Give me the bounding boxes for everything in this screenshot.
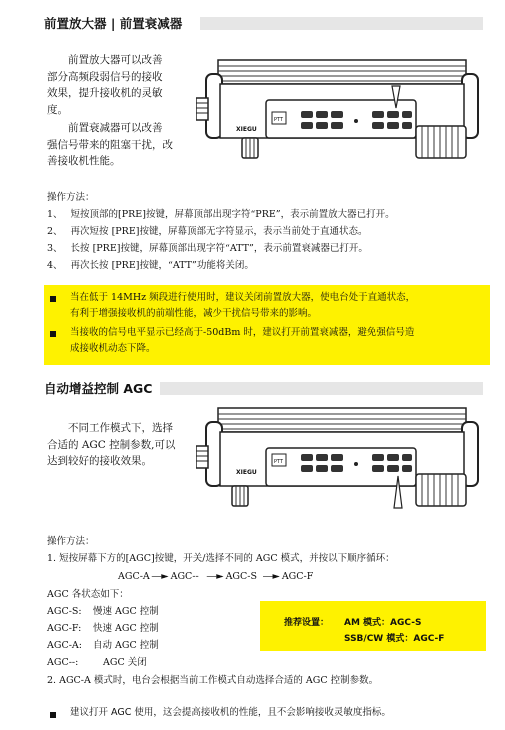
- radio-front-panel-drawing: [196, 404, 486, 524]
- agc-description: 不同工作模式下，选择 合适的 AGC 控制参数,可以 达到较好的接收效果。: [47, 422, 176, 467]
- recommend-am: AM 模式：AGC-S: [344, 618, 422, 628]
- agc-step-1: 1. 短按屏幕下方的[AGC]按键，开关/选择不同的 AGC 模式，并按以下顺序循环：: [47, 553, 395, 564]
- step-2: 2、 再次短按 [PRE]按键，屏幕顶部无字符显示，表示当前处于直通状态。: [47, 226, 368, 237]
- bullet-square: [50, 296, 56, 302]
- agc-ops-title: 操作方法：: [47, 536, 95, 547]
- attenuator-description: 前置衰减器可以改善 强信号带来的阻塞干扰，改 善接收机性能。: [47, 122, 173, 167]
- ops-title: 操作方法：: [47, 192, 95, 203]
- section-title-bar: [200, 17, 483, 30]
- arrow-right-icon: ―►: [263, 571, 280, 582]
- arrow-right-icon: ―►: [151, 571, 169, 582]
- agc-state-row: AGC--: AGC 关闭: [47, 657, 147, 668]
- recommend-box: [260, 601, 486, 651]
- radio-illustration-pre-button: [196, 56, 486, 166]
- recommend-ssb-cw: SSB/CW 模式：AGC-F: [344, 634, 445, 644]
- preamp-description: 前置放大器可以改善 部分高频段弱信号的接收 效果，提升接收机的灵敏 度。: [47, 54, 163, 116]
- agc-state-row: AGC-A: 自动 AGC 控制: [47, 640, 159, 651]
- section-title-preamp: 前置放大器 | 前置衰减器: [44, 16, 183, 31]
- bullet-square: [50, 331, 56, 337]
- step-4: 4、 再次长按 [PRE]按键，“ATT”功能将关闭。: [47, 260, 254, 271]
- tips-box: [44, 285, 490, 365]
- agc-step-2: 2. AGC-A 模式时，电台会根据当前工作模式自动选择合适的 AGC 控制参数。: [47, 675, 379, 686]
- section-title-bar: [160, 382, 483, 395]
- svg-text:PTT: PTT: [274, 459, 284, 465]
- brand-logo: XIEGU: [236, 126, 257, 133]
- agc-states-title: AGC 各状态如下：: [47, 589, 129, 600]
- agc-cycle: AGC-A ―► AGC-- ―► AGC-S ―► AGC-F: [118, 569, 313, 585]
- radio-illustration-agc-button: [196, 404, 486, 524]
- arrow-right-icon: ―►: [206, 571, 224, 582]
- radio-front-panel-drawing: [196, 56, 486, 166]
- tip-1: 当在低于 14MHz 频段进行使用时，建议关闭前置放大器，使电台处于直通状态， 有利于增强接收机的前端性能，减少干扰信号带来的影响。: [70, 292, 416, 319]
- bullet-square: [50, 712, 56, 718]
- step-3: 3、 长按 [PRE]按键，屏幕顶部出现字符“ATT”，表示前置衰减器已打开。: [47, 243, 368, 254]
- tip-2: 当接收的信号电平显示已经高于-50dBm 时，建议打开前置衰减器，避免强信号造 成接收机动态下降。: [70, 327, 415, 354]
- svg-text:XIEGU: XIEGU: [236, 469, 257, 476]
- final-note: 建议打开 AGC 使用，这会提高接收机的性能，且不会影响接收灵敏度指标。: [70, 707, 391, 718]
- step-1: 1、 短按顶部的[PRE]按键，屏幕顶部出现字符“PRE”，表示前置放大器已打开。: [47, 209, 395, 220]
- agc-state-row: AGC-S: 慢速 AGC 控制: [47, 606, 159, 617]
- agc-state-row: AGC-F: 快速 AGC 控制: [47, 623, 159, 634]
- recommend-label: 推荐设置：: [284, 618, 330, 628]
- section-title-agc: 自动增益控制 AGC: [44, 381, 153, 396]
- svg-text:PTT: PTT: [274, 117, 284, 123]
